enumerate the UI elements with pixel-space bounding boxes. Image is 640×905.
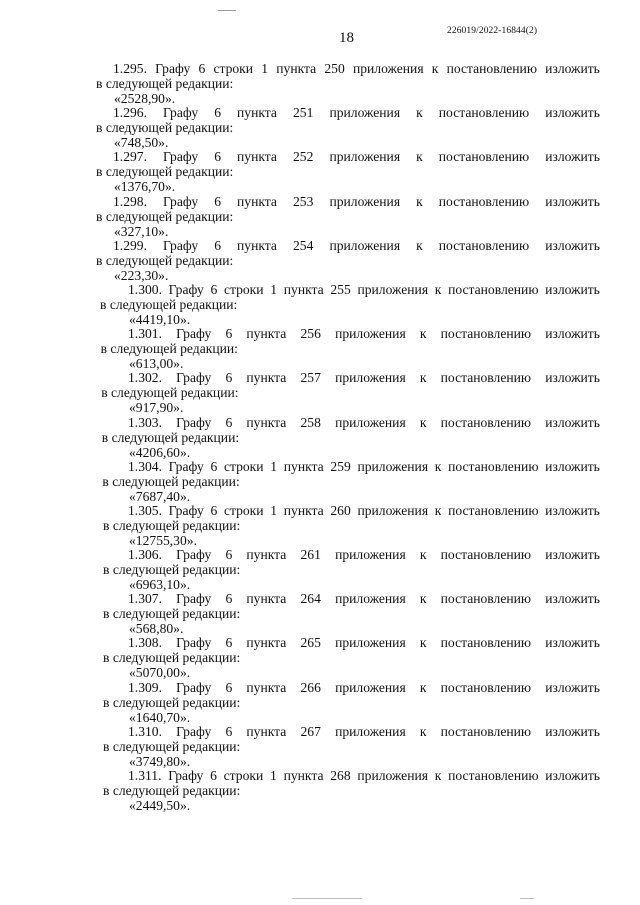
item-word: Графу [163, 193, 199, 209]
item-continuation: в следующей редакции: [96, 252, 234, 268]
item-word: к [416, 105, 423, 121]
scan-artifact-top [218, 10, 236, 11]
item-word: строки [223, 768, 264, 783]
item-word: 6 [214, 193, 221, 209]
item-word: 1 [270, 502, 278, 518]
item-word: пункта [283, 768, 324, 783]
item-word: приложения [329, 105, 401, 121]
item-number: 1.304. [128, 458, 162, 474]
item-number: 1.299. [113, 237, 147, 253]
amendment-first-line [128, 459, 600, 475]
item-word: приложения [357, 458, 429, 474]
item-number: 1.308. [128, 635, 162, 651]
item-number: 1.305. [128, 502, 162, 518]
item-number: 1.309. [128, 679, 162, 695]
item-value: «568,80». [129, 621, 184, 637]
item-value: «917,90». [129, 400, 184, 416]
item-continuation: в следующей редакции: [103, 783, 241, 798]
item-word: Графу [176, 679, 212, 695]
item-word: изложить [545, 326, 600, 342]
item-word: 6 [225, 723, 233, 739]
item-value: «6963,10». [129, 577, 191, 593]
item-word: 6 [210, 768, 217, 783]
item-number: 1.300. [128, 281, 162, 297]
item-word: 6 [225, 547, 233, 563]
item-word: изложить [545, 149, 600, 165]
item-word: 254 [293, 237, 314, 253]
item-word: пункта [246, 414, 287, 430]
amendment-first-line [128, 547, 600, 563]
item-continuation: в следующей редакции: [101, 385, 239, 401]
amendment-first-line [128, 503, 600, 519]
item-word: постановлению [438, 193, 530, 209]
amendment-item [0, 61, 640, 105]
item-word: строки [223, 502, 264, 518]
item-word: 6 [214, 149, 221, 165]
item-word: Графу [163, 149, 199, 165]
item-value: «327,10». [114, 223, 169, 239]
item-value: «613,00». [129, 356, 184, 372]
item-word: Графу [176, 414, 212, 430]
item-word: постановлению [446, 61, 537, 76]
item-word: 256 [300, 326, 321, 342]
item-continuation: в следующей редакции: [103, 694, 241, 710]
item-continuation: в следующей редакции: [103, 650, 241, 666]
item-word: изложить [545, 679, 600, 695]
item-word: постановлению [438, 149, 530, 165]
item-word: пункта [246, 679, 287, 695]
amendment-item [0, 415, 640, 459]
item-word: Графу [163, 105, 199, 121]
item-word: к [419, 723, 427, 739]
item-continuation: в следующей редакции: [103, 738, 241, 754]
item-word: 252 [293, 149, 314, 165]
item-word: Графу [168, 768, 204, 783]
document-number: 226019/2022-16844(2) [447, 26, 538, 36]
item-value: «3749,80». [129, 753, 191, 769]
item-word: 266 [300, 679, 321, 695]
item-word: приложения [357, 502, 429, 518]
amendment-item [0, 282, 640, 326]
amendment-list [0, 61, 640, 812]
item-word: к [416, 237, 423, 253]
item-word: 261 [300, 547, 321, 563]
item-word: к [434, 502, 442, 518]
item-word: 264 [300, 591, 321, 607]
item-word: Графу [176, 591, 212, 607]
amendment-first-line [113, 194, 600, 210]
item-word: приложения [329, 149, 401, 165]
item-word: приложения [335, 635, 406, 651]
item-word: пункта [246, 591, 287, 607]
item-number: 1.303. [128, 414, 162, 430]
amendment-item [0, 503, 640, 547]
item-word: к [434, 281, 442, 297]
item-word: постановлению [448, 458, 539, 474]
item-number: 1.298. [113, 193, 147, 209]
amendment-item [0, 547, 640, 591]
item-word: приложения [329, 237, 401, 253]
item-number: 1.295. [113, 61, 147, 76]
item-word: 6 [225, 370, 233, 386]
item-word: изложить [545, 502, 600, 518]
item-value: «4419,10». [129, 311, 191, 327]
item-word: Графу [168, 458, 204, 474]
item-word: 6 [214, 105, 221, 121]
item-word: постановлению [440, 547, 532, 563]
amendment-item [0, 635, 640, 679]
item-word: 1 [270, 458, 278, 474]
item-word: 6 [225, 591, 233, 607]
item-number: 1.310. [128, 723, 162, 739]
item-value: «2449,50». [129, 798, 191, 813]
item-word: 1 [261, 61, 269, 76]
amendment-first-line [128, 635, 600, 651]
amendment-item [0, 105, 640, 149]
item-word: постановлению [448, 768, 539, 783]
item-value: «5070,00». [129, 665, 191, 681]
item-word: 268 [330, 768, 351, 783]
item-word: Графу [163, 237, 199, 253]
item-word: постановлению [448, 281, 539, 297]
item-number: 1.307. [128, 591, 162, 607]
item-word: 267 [300, 723, 321, 739]
amendment-item [0, 591, 640, 635]
item-word: Графу [168, 281, 204, 297]
amendment-first-line [128, 282, 600, 298]
item-word: к [434, 768, 442, 783]
amendment-first-line [113, 238, 600, 254]
amendment-item [0, 238, 640, 282]
item-word: 6 [210, 502, 218, 518]
item-word: к [419, 326, 427, 342]
item-word: изложить [545, 458, 600, 474]
item-continuation: в следующей редакции: [96, 120, 234, 136]
amendment-first-line [128, 415, 600, 431]
item-word: 250 [324, 61, 345, 76]
item-word: Графу [176, 547, 212, 563]
scan-artifact-bottom-right [520, 898, 534, 899]
item-value: «12755,30». [129, 532, 197, 548]
item-word: приложения [357, 768, 429, 783]
amendment-first-line [113, 149, 600, 165]
item-word: изложить [545, 635, 600, 651]
item-word: 6 [214, 237, 221, 253]
item-word: постановлению [448, 502, 539, 518]
item-word: приложения [335, 591, 406, 607]
item-number: 1.296. [113, 105, 147, 121]
amendment-item [0, 194, 640, 238]
item-continuation: в следующей редакции: [103, 517, 241, 533]
item-word: приложения [335, 326, 406, 342]
item-word: Графу [176, 635, 212, 651]
item-word: постановлению [440, 414, 532, 430]
amendment-item [0, 680, 640, 724]
item-word: 6 [225, 635, 233, 651]
item-word: к [419, 547, 427, 563]
amendment-first-line [128, 370, 600, 386]
item-word: к [419, 635, 427, 651]
item-word: пункта [283, 281, 324, 297]
item-number: 1.297. [113, 149, 147, 165]
item-word: постановлению [440, 679, 532, 695]
amendment-item [0, 149, 640, 193]
amendment-item [0, 768, 640, 812]
item-word: изложить [545, 768, 600, 783]
item-continuation: в следующей редакции: [96, 164, 234, 180]
item-word: изложить [545, 370, 600, 386]
item-word: пункта [246, 326, 287, 342]
item-word: Графу [176, 370, 212, 386]
item-word: 6 [225, 326, 233, 342]
amendment-first-line [113, 105, 600, 121]
item-word: приложения [335, 679, 406, 695]
item-word: постановлению [440, 370, 532, 386]
amendment-first-line [128, 768, 600, 784]
item-word: строки [223, 281, 264, 297]
item-word: изложить [545, 237, 600, 253]
item-value: «223,30». [114, 267, 169, 283]
item-word: изложить [545, 193, 600, 209]
item-continuation: в следующей редакции: [102, 473, 240, 489]
amendment-item [0, 724, 640, 768]
item-word: приложения [329, 193, 401, 209]
item-word: приложения [335, 547, 406, 563]
item-word: к [431, 61, 439, 76]
item-word: постановлению [440, 635, 532, 651]
item-word: 6 [210, 281, 218, 297]
item-word: 260 [330, 502, 351, 518]
item-word: приложения [357, 281, 429, 297]
amendment-first-line [128, 680, 600, 696]
amendment-first-line [113, 61, 600, 77]
item-word: пункта [283, 458, 324, 474]
item-word: пункта [237, 237, 277, 253]
item-word: 251 [293, 105, 314, 121]
amendment-first-line [128, 591, 600, 607]
item-continuation: в следующей редакции: [103, 562, 241, 578]
scan-artifact-bottom [292, 898, 362, 899]
item-continuation: в следующей редакции: [100, 341, 238, 357]
item-word: 259 [330, 458, 351, 474]
item-word: 1 [270, 768, 277, 783]
item-word: пункта [246, 547, 287, 563]
amendment-first-line [128, 326, 600, 342]
item-word: 253 [293, 193, 314, 209]
amendment-item [0, 370, 640, 414]
amendment-item [0, 459, 640, 503]
amendment-item [0, 326, 640, 370]
item-word: 265 [300, 635, 321, 651]
item-word: постановлению [438, 105, 530, 121]
item-word: Графу [155, 61, 191, 76]
item-value: «7687,40». [129, 488, 191, 504]
item-word: пункта [246, 723, 287, 739]
item-word: к [419, 414, 427, 430]
item-word: изложить [545, 591, 600, 607]
item-number: 1.301. [128, 326, 162, 342]
item-continuation: в следующей редакции: [100, 296, 238, 312]
item-word: строки [223, 458, 264, 474]
item-word: 258 [300, 414, 321, 430]
item-word: 1 [270, 281, 278, 297]
item-word: 6 [198, 61, 206, 76]
item-word: пункта [283, 502, 324, 518]
item-word: постановлению [440, 591, 532, 607]
item-word: изложить [545, 281, 600, 297]
item-word: к [416, 149, 423, 165]
item-continuation: в следующей редакции: [96, 208, 234, 224]
item-number: 1.306. [128, 547, 162, 563]
item-word: Графу [176, 723, 212, 739]
item-word: пункта [237, 193, 277, 209]
item-word: 255 [330, 281, 351, 297]
item-word: изложить [545, 414, 600, 430]
item-word: пункта [246, 635, 287, 651]
item-word: постановлению [440, 326, 532, 342]
item-word: изложить [545, 105, 600, 121]
item-word: постановлению [440, 723, 532, 739]
item-word: пункта [246, 370, 287, 386]
item-word: к [419, 679, 427, 695]
item-continuation: в следующей редакции: [101, 429, 240, 445]
item-word: приложения [335, 723, 406, 739]
item-word: приложения [352, 61, 424, 76]
page-number: 18 [339, 30, 354, 46]
item-word: изложить [545, 547, 600, 563]
item-word: изложить [545, 61, 600, 76]
item-word: Графу [176, 326, 212, 342]
item-number: 1.311. [128, 768, 162, 783]
item-word: к [419, 591, 427, 607]
item-word: Графу [168, 502, 204, 518]
item-number: 1.302. [128, 370, 162, 386]
item-word: пункта [237, 105, 277, 121]
item-value: «748,50». [114, 135, 169, 151]
item-word: пункта [237, 149, 277, 165]
item-continuation: в следующей редакции: [103, 606, 241, 622]
item-word: 6 [225, 679, 233, 695]
item-word: 257 [300, 370, 321, 386]
item-word: к [419, 370, 427, 386]
item-word: постановлению [438, 237, 530, 253]
item-value: «4206,60». [129, 444, 191, 460]
item-word: приложения [335, 370, 406, 386]
item-word: строки [213, 61, 254, 76]
item-continuation: в следующей редакции: [96, 76, 234, 91]
item-word: 6 [210, 458, 218, 474]
item-word: изложить [545, 723, 600, 739]
item-word: пункта [276, 61, 317, 76]
item-value: «1376,70». [114, 179, 176, 195]
item-word: к [416, 193, 423, 209]
amendment-first-line [128, 724, 600, 740]
item-word: к [434, 458, 442, 474]
item-value: «2528,90». [114, 91, 176, 106]
item-word: приложения [335, 414, 406, 430]
item-word: 6 [225, 414, 233, 430]
item-value: «1640,70». [129, 709, 191, 725]
